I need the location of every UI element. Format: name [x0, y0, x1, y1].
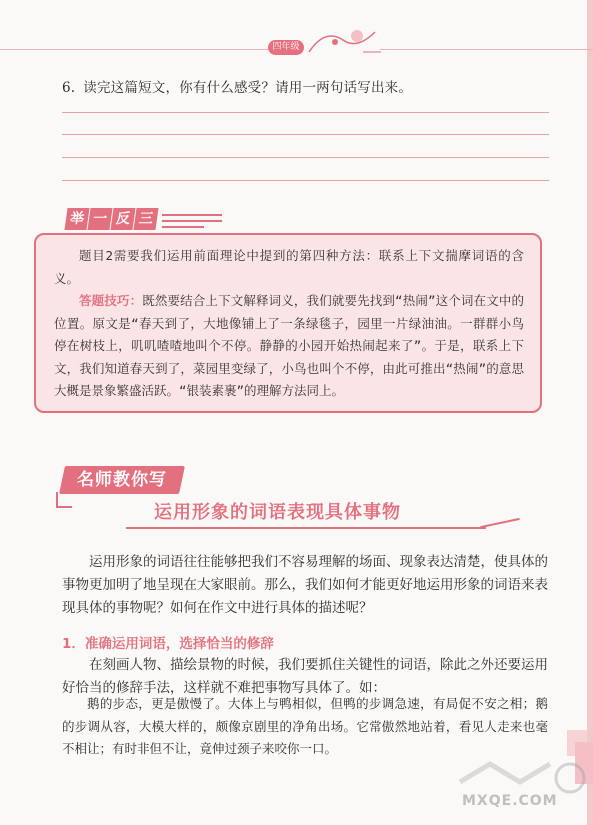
subsection-title: 1．准确运用词语，选择恰当的修辞: [62, 636, 274, 652]
intro-paragraph: [62, 551, 548, 620]
grade-badge: 四年级: [268, 40, 304, 55]
watermark-text: MXQE.COM: [462, 793, 558, 809]
section-title-underline: [126, 527, 486, 529]
question-text: 读完这篇短文，你有什么感受？请用一两句话写出来。: [83, 80, 413, 96]
tip-paragraph: 题目2需要我们运用前面理论中提到的第四种方法：联系上下文揣摩词语的含义。: [54, 248, 524, 286]
answer-line[interactable]: [62, 180, 549, 181]
header-rule-right: [380, 49, 593, 50]
answer-line[interactable]: [62, 134, 549, 135]
tip-box: [34, 233, 542, 413]
header-illustration: [305, 22, 385, 58]
example-text: 鹅的步态，更是傲慢了。大体上与鸭相似，但鸭的步调急速，有局促不安之相；鹅的步调从容，大模大样的，颇像京剧里的净角出场。它常傲然地站着，看见人走来也毫不相让；有时非但不让，竟伸过颈子来咬你一口。: [62, 696, 548, 756]
tip-label: 答题技巧：: [79, 293, 143, 308]
subsection-body-text: 在刻画人物、描绘景物的时候，我们要抓住关键性的词语，除此之外还要运用好恰当的修辞手法，这样就不难把事物写具体了。如：: [62, 657, 548, 696]
question-6: [62, 76, 412, 96]
section-title: 运用形象的词语表现具体事物: [154, 502, 401, 523]
tag-char: 一: [87, 208, 112, 230]
teacher-badge-text: 名师教你写: [77, 470, 167, 490]
answer-line[interactable]: [62, 112, 549, 113]
page-edge-decoration: [587, 0, 593, 825]
tip-paragraph: [54, 290, 524, 403]
intro-text: 运用形象的词语往往能够把我们不容易理解的场面、现象表达清楚，使具体的事物更加明了地呈现在大家眼前。那么，我们如何才能更好地运用形象的词语来表现具体的事物呢？如何在作文中进行具体的描述呢？: [62, 554, 548, 616]
tag-char: 反: [110, 208, 135, 230]
header-rule-left: [0, 49, 300, 50]
tag-stripes: [162, 214, 222, 232]
teacher-badge: [59, 466, 185, 494]
tip-text: 既然要结合上下文解释词义，我们就要先找到“热闹”这个词在文中的位置。原文是“春天到了，大地像铺上了一条绿毯子，园里一片绿油油。一群群小鸟停在树枝上，叽叽喳喳地叫个不停。静静的小园开始热闹起来了”。于是，联系上下文，我们知道春天到了，菜园里变绿了，小鸟也叫个不停，由此可推出“热闹”的意思大概是景象繁盛活跃。“银装素裹”的理解方法同上。: [54, 293, 524, 398]
badge-corner-decoration: [56, 492, 72, 508]
section-tag-jyfs: [66, 208, 157, 232]
section-title-flourish: [480, 518, 520, 528]
watermark-logo: [450, 752, 590, 822]
tag-char: 三: [133, 208, 158, 230]
tag-char: 举: [64, 208, 89, 230]
example-passage: [62, 693, 548, 761]
answer-line[interactable]: [62, 157, 549, 158]
question-number: 6.: [62, 80, 76, 96]
